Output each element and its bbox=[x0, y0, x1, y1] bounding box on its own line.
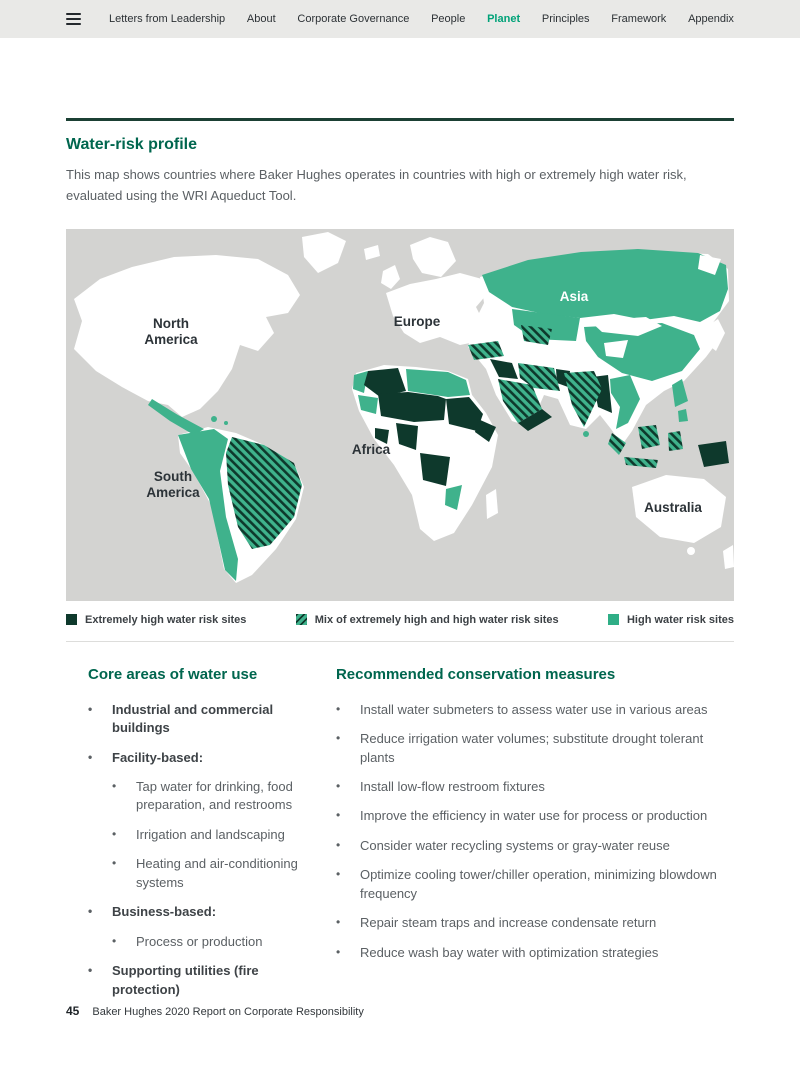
legend-label: High water risk sites bbox=[626, 613, 734, 626]
legend-item-mix bbox=[296, 614, 559, 626]
nav-item-letters-from-leadership[interactable]: Letters from Leadership bbox=[109, 13, 226, 25]
measures-title: Recommended conservation measures bbox=[335, 665, 616, 683]
bullet-icon: • bbox=[335, 778, 341, 793]
legend-label: Extremely high water risk sites bbox=[85, 613, 247, 626]
map-label-europe: Europe bbox=[393, 313, 441, 329]
core-area-item bbox=[88, 855, 302, 892]
legend-item-extreme bbox=[66, 614, 246, 626]
measure-item bbox=[336, 837, 734, 855]
world-map-svg bbox=[66, 229, 734, 601]
legend-swatch-high bbox=[608, 614, 619, 625]
page-number: 45 bbox=[66, 1004, 80, 1018]
nav-item-corporate-governance[interactable]: Corporate Governance bbox=[297, 13, 410, 25]
measure-text: Install water submeters to assess water use in various areas bbox=[359, 701, 708, 717]
world-map bbox=[66, 229, 734, 601]
map-label-north-america: North America bbox=[144, 315, 198, 347]
legend-swatch-extreme bbox=[66, 614, 77, 625]
top-nav bbox=[0, 0, 800, 38]
section-rule bbox=[66, 118, 734, 121]
page-footer bbox=[66, 1004, 364, 1018]
bullet-icon: • bbox=[335, 944, 341, 959]
nav-item-principles[interactable]: Principles bbox=[541, 13, 590, 25]
map-label-asia: Asia bbox=[559, 288, 589, 304]
nav-item-about[interactable]: About bbox=[246, 13, 276, 25]
page-title: Water-risk profile bbox=[66, 136, 197, 153]
core-area-text: Facility-based: bbox=[112, 749, 204, 765]
bullet-icon: • bbox=[335, 808, 341, 823]
legend-swatch-mix bbox=[296, 614, 307, 625]
core-area-item bbox=[88, 778, 302, 815]
measure-item bbox=[336, 807, 734, 825]
nav-item-appendix[interactable]: Appendix bbox=[688, 13, 734, 25]
bullet-icon: • bbox=[88, 963, 93, 978]
measure-item bbox=[336, 914, 734, 932]
core-area-text: Heating and air-conditioning systems bbox=[136, 856, 298, 890]
measure-text: Install low-flow restroom fixtures bbox=[359, 778, 545, 794]
measures-list bbox=[336, 701, 734, 963]
measure-text: Improve the efficiency in water use for process or production bbox=[359, 808, 708, 824]
measure-item bbox=[336, 730, 734, 767]
bullet-icon: • bbox=[112, 826, 117, 841]
core-area-text: Tap water for drinking, food preparation, and restrooms bbox=[136, 778, 293, 813]
core-area-text: Industrial and commercial buildings bbox=[112, 701, 274, 736]
measure-item bbox=[336, 701, 734, 719]
core-area-item bbox=[88, 933, 302, 951]
core-area-item bbox=[88, 826, 302, 844]
core-areas-title: Core areas of water use bbox=[88, 665, 258, 683]
measure-item bbox=[336, 866, 734, 903]
core-area-item bbox=[88, 749, 302, 767]
map-label-australia: Australia bbox=[644, 499, 702, 515]
core-area-item bbox=[88, 701, 302, 738]
footer-text: Baker Hughes 2020 Report on Corporate Responsibility bbox=[92, 1006, 364, 1018]
patch-tasmania bbox=[687, 547, 695, 555]
bullet-icon: • bbox=[112, 856, 117, 871]
region-sri-lanka bbox=[583, 431, 589, 437]
water-use-columns bbox=[66, 666, 734, 1010]
bullet-icon: • bbox=[88, 749, 93, 764]
measure-text: Reduce irrigation water volumes; substitute drought tolerant plants bbox=[359, 731, 704, 765]
legend-label: Mix of extremely high and high water risk sites bbox=[314, 613, 559, 626]
core-area-text: Irrigation and landscaping bbox=[136, 826, 285, 842]
bullet-icon: • bbox=[112, 933, 117, 948]
map-label-africa: Africa bbox=[351, 441, 391, 457]
intro-paragraph: This map shows countries where Baker Hughes operates in countries with high or extremely high water risk, evaluated using the WRI Aqueduct Tool. bbox=[66, 167, 687, 203]
region-caribbean bbox=[211, 416, 217, 422]
nav-item-planet[interactable]: Planet bbox=[487, 13, 521, 25]
page-content bbox=[0, 118, 800, 1010]
legend-item-high bbox=[608, 614, 734, 626]
bullet-icon: • bbox=[88, 904, 93, 919]
core-area-text: Process or production bbox=[136, 933, 263, 949]
map-legend bbox=[66, 614, 734, 626]
bullet-icon: • bbox=[88, 701, 93, 716]
core-areas-column bbox=[88, 666, 302, 1010]
core-area-item bbox=[88, 962, 302, 999]
bullet-icon: • bbox=[335, 915, 341, 930]
bullet-icon: • bbox=[335, 837, 341, 852]
measure-text: Consider water recycling systems or gray-water reuse bbox=[359, 837, 670, 853]
map-label-south-america: South America bbox=[146, 468, 200, 500]
bullet-icon: • bbox=[112, 778, 117, 793]
core-area-text: Business-based: bbox=[112, 904, 217, 920]
bullet-icon: • bbox=[335, 701, 341, 716]
core-area-text: Supporting utilities (fire protection) bbox=[112, 963, 259, 997]
core-area-item bbox=[88, 903, 302, 921]
measure-text: Reduce wash bay water with optimization strategies bbox=[359, 944, 659, 960]
nav-item-framework[interactable]: Framework bbox=[611, 13, 667, 25]
bullet-icon: • bbox=[335, 867, 341, 882]
menu-icon[interactable] bbox=[66, 13, 81, 25]
measures-column bbox=[336, 666, 734, 1010]
measure-text: Repair steam traps and increase condensate return bbox=[359, 915, 657, 931]
measure-item bbox=[336, 778, 734, 796]
top-nav-items bbox=[109, 13, 734, 25]
nav-item-people[interactable]: People bbox=[431, 13, 466, 25]
measure-text: Optimize cooling tower/chiller operation, minimizing blowdown frequency bbox=[359, 867, 717, 901]
bullet-icon: • bbox=[335, 731, 341, 746]
section-divider bbox=[66, 641, 734, 642]
measure-item bbox=[336, 944, 734, 962]
core-areas-list bbox=[88, 701, 302, 999]
